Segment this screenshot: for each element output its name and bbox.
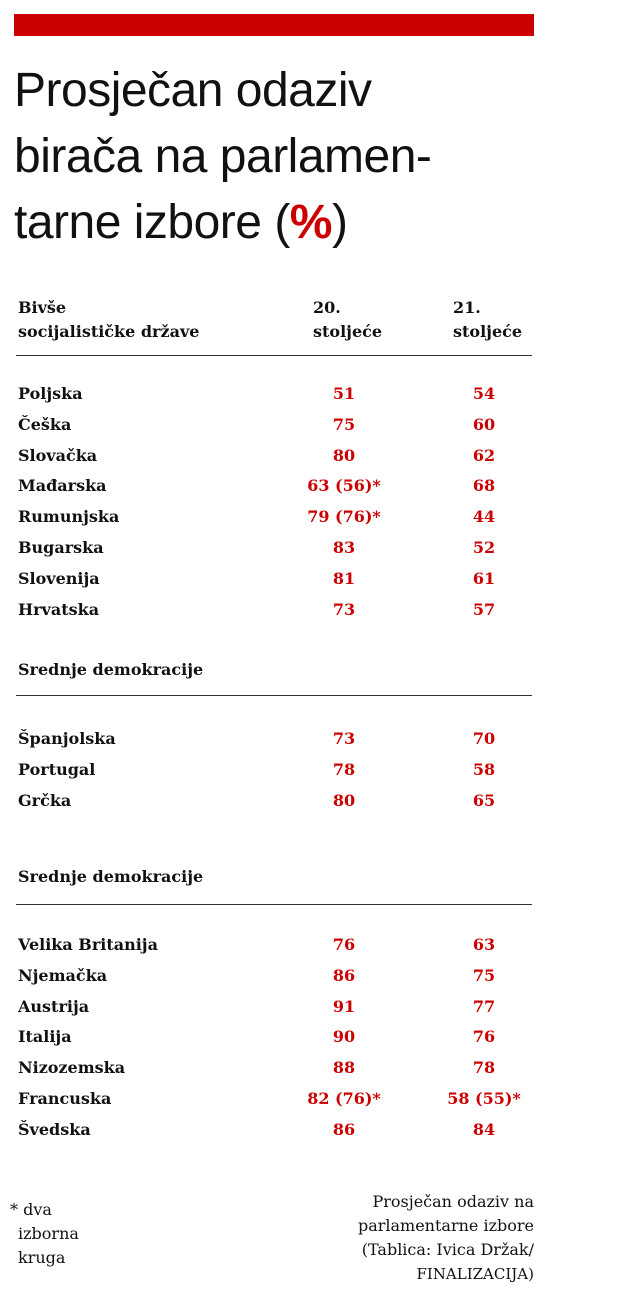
title-line-3: tarne izbore ( [14, 196, 290, 249]
country-label: Mađarska [18, 476, 107, 496]
value-21st-century: 58 (55)* [447, 1089, 521, 1108]
country-label: Slovačka [18, 445, 98, 465]
value-21st-century: 58 [472, 759, 496, 779]
value-20th-century: 76 [332, 935, 356, 954]
value-21st-century: 61 [472, 568, 496, 588]
source-line-3: (Tablica: Ivica Držak/ [361, 1240, 534, 1259]
country-label: Grčka [18, 790, 72, 810]
value-20th-century: 82 (76)* [307, 1089, 381, 1108]
country-label: Slovenija [18, 568, 100, 588]
footnote-line-1: * dva [10, 1200, 52, 1219]
value-20th-century: 73 [332, 599, 356, 619]
country-label: Portugal [18, 759, 96, 779]
value-20th-century: 75 [332, 414, 356, 434]
country-label: Italija [18, 1027, 72, 1047]
value-21st-century: 77 [472, 996, 496, 1016]
value-20th-century: 86 [332, 965, 356, 985]
country-label: Hrvatska [18, 599, 100, 619]
value-21st-century: 76 [472, 1027, 496, 1047]
column-header-countries [18, 296, 199, 344]
header-divider [16, 355, 532, 356]
value-20th-century: 81 [332, 568, 356, 588]
source-line-1: Prosječan odaziv na [372, 1192, 534, 1211]
value-21st-century: 70 [472, 729, 496, 748]
country-label: Austrija [18, 996, 90, 1016]
title-close-paren: ) [331, 196, 348, 249]
value-20th-century: 83 [332, 538, 356, 557]
section-divider [16, 695, 532, 696]
source-line-2: parlamentarne izbore [357, 1216, 534, 1235]
country-label: Bugarska [18, 538, 104, 557]
section-header: Srednje demokracije [18, 867, 204, 886]
source-line-4: FINALIZACIJA) [416, 1265, 534, 1283]
country-label: Velika Britanija [18, 935, 158, 954]
source-credit [274, 1190, 534, 1286]
value-21st-century: 57 [472, 599, 496, 619]
value-20th-century: 51 [332, 384, 356, 403]
value-21st-century: 52 [472, 538, 496, 557]
column-header-20th-century [313, 296, 382, 344]
value-21st-century: 65 [472, 790, 496, 810]
country-label: Švedska [18, 1119, 91, 1139]
value-21st-century: 84 [472, 1119, 496, 1139]
header-col1-line2: stoljeće [313, 322, 383, 341]
page-title [14, 58, 534, 256]
value-21st-century: 62 [472, 445, 496, 465]
country-label: Njemačka [18, 965, 108, 985]
country-label: Nizozemska [18, 1058, 126, 1078]
value-20th-century: 88 [332, 1058, 356, 1078]
header-col0-line2: socijalističke države [18, 322, 200, 341]
header-col0-line1: Bivše [18, 298, 67, 317]
country-label: Poljska [18, 384, 83, 403]
value-21st-century: 60 [472, 414, 496, 434]
value-20th-century: 90 [332, 1027, 356, 1047]
value-20th-century: 91 [332, 996, 356, 1016]
value-20th-century: 86 [332, 1119, 356, 1139]
header-col2-line1: 21. [453, 298, 481, 317]
value-20th-century: 80 [332, 445, 356, 465]
value-21st-century: 54 [472, 384, 496, 403]
value-21st-century: 78 [472, 1058, 496, 1078]
section-divider [16, 904, 532, 905]
top-accent-bar [14, 14, 534, 36]
value-20th-century: 79 (76)* [307, 507, 381, 527]
value-20th-century: 80 [332, 790, 356, 810]
title-percent-sign: % [289, 196, 332, 249]
value-21st-century: 75 [472, 965, 496, 985]
header-col2-line2: stoljeće [453, 322, 523, 341]
title-line-2: birača na parlamen- [14, 130, 432, 183]
value-20th-century: 73 [332, 729, 356, 748]
value-21st-century: 68 [472, 476, 496, 496]
value-20th-century: 78 [332, 759, 356, 779]
country-label: Španjolska [18, 729, 116, 748]
footnote-line-3: kruga [18, 1248, 66, 1267]
column-header-21st-century [453, 296, 522, 344]
country-label: Češka [18, 414, 72, 434]
footnote-line-2: izborna [18, 1224, 79, 1243]
value-21st-century: 63 [472, 935, 496, 954]
title-line-1: Prosječan odaziv [14, 64, 372, 117]
country-label: Francuska [18, 1089, 112, 1108]
value-21st-century: 44 [472, 507, 496, 527]
footnote [10, 1198, 130, 1270]
country-label: Rumunjska [18, 507, 120, 527]
value-20th-century: 63 (56)* [307, 476, 381, 496]
header-col1-line1: 20. [313, 298, 341, 317]
section-header: Srednje demokracije [18, 660, 204, 679]
